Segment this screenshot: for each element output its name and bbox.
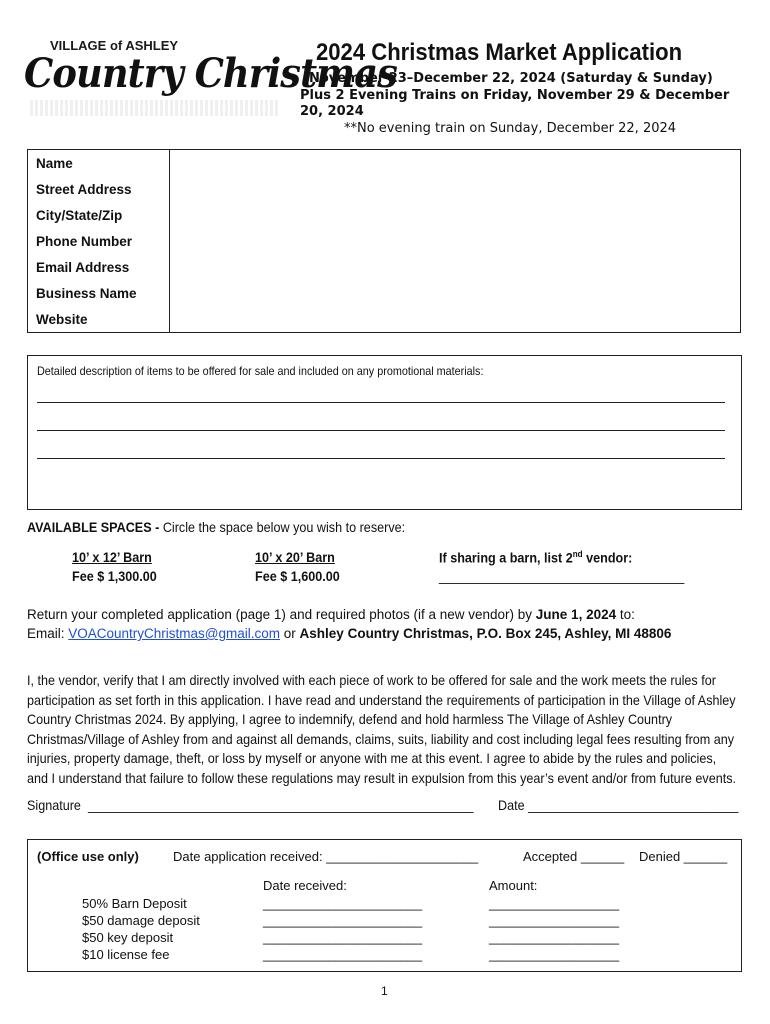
contact-row [28,280,741,306]
contact-field-label: City/State/Zip [28,202,170,228]
or-text: or [280,626,300,641]
contact-field-label: Name [28,150,170,177]
fee-item-date-blank[interactable]: ______________________ [263,930,423,945]
evening-trains: Plus 2 Evening Trains on Friday, November 29 & December 20, 2024 [300,88,730,119]
fee-item-date-blank[interactable]: ______________________ [263,913,423,928]
contact-field-input[interactable] [170,254,741,280]
fee-item-amount-blank[interactable]: __________________ [489,947,620,962]
email-link[interactable]: VOACountryChristmas@gmail.com [68,626,281,641]
accepted-field[interactable]: Accepted ______ [523,849,625,864]
fee-item-amount-blank[interactable]: __________________ [489,930,620,945]
signature-date-line[interactable] [498,797,738,813]
return-text: Return your completed application (page 1) and required photos (if a new vendor) by [27,607,536,622]
contact-field-label: Website [28,306,170,333]
available-spaces-instruction: Circle the space below you wish to reserve: [159,519,406,535]
fee-item-date-blank[interactable]: ______________________ [263,947,423,962]
contact-info-table [27,149,741,333]
date-application-label: Date application received: [173,849,323,864]
deadline: June 1, 2024 [535,607,617,622]
contact-field-label: Street Address [28,176,170,202]
country-christmas-logo [24,38,397,118]
page-title: 2024 Christmas Market Application [316,39,683,66]
contact-field-input[interactable] [170,176,741,202]
fee-item-label: $10 license fee [82,947,170,962]
description-line[interactable] [37,430,725,431]
event-dates: November 23–December 22, 2024 (Saturday & Sunday) [309,71,713,86]
contact-row [28,176,741,202]
logo-village-text: VILLAGE of ASHLEY [50,38,179,53]
space-option-small[interactable]: 10’ x 12’ Barn [72,549,152,565]
fee-item-label: $50 key deposit [82,930,174,945]
return-instructions [27,607,635,622]
contact-field-input[interactable] [170,202,741,228]
date-received-header: Date received: [263,878,347,893]
contact-field-input[interactable] [170,150,741,177]
contact-field-label: Email Address [28,254,170,280]
space-fee-small: Fee $ 1,300.00 [72,568,157,584]
space-option-large[interactable]: 10’ x 20’ Barn [255,549,335,565]
office-use-box [27,839,742,972]
contact-row [28,228,741,254]
email-label: Email: [27,626,69,641]
contact-row [28,306,741,333]
fee-item-amount-blank[interactable]: __________________ [489,896,620,911]
amount-header: Amount: [489,878,538,893]
fee-item-label: $50 damage deposit [82,913,200,928]
contact-row [28,150,741,177]
signature-blank[interactable]: _______________________________________________________ [87,797,474,813]
available-spaces-label: AVAILABLE SPACES - [27,519,160,535]
fee-item-label: 50% Barn Deposit [82,896,187,911]
sharing-barn-label [439,549,632,566]
signature-label: Signature [27,797,81,813]
sharing-barn-text: If sharing a barn, list 2 [439,549,573,566]
contact-field-input[interactable] [170,280,741,306]
logo-main-text: Country Christmas [24,50,397,97]
description-box[interactable] [27,355,742,510]
fee-item-date-blank[interactable]: ______________________ [263,896,423,911]
date-label: Date [498,797,525,813]
date-blank[interactable]: ______________________________ [528,797,739,813]
description-line[interactable] [37,458,725,459]
no-train-note: **No evening train on Sunday, December 22, 2024 [344,121,677,136]
contact-field-input[interactable] [170,306,741,333]
sharing-vendor-blank[interactable]: ___________________________________ [439,568,685,584]
contact-field-input[interactable] [170,228,741,254]
space-fee-large: Fee $ 1,600.00 [255,568,340,584]
contact-field-label: Phone Number [28,228,170,254]
sharing-barn-post: vendor: [582,549,633,566]
date-application-blank[interactable]: _____________________ [326,849,479,864]
mailing-address: Ashley Country Christmas, P.O. Box 245, Ashley, MI 48806 [299,626,672,641]
office-use-title: (Office use only) [37,849,139,864]
sharing-barn-sup: nd [572,549,583,559]
vendor-verification-text: I, the vendor, verify that I am directly involved with each piece of work to be offered for sale and the work meets the rules for participation as set forth in this application. I have read and understand the requirements of participation in the Village of Ashley Country Christmas 2024. By applying, I agree to indemnify, defend and hold harmless The Village of Ashley Country Christmas/Village of Ashley from and against all demands, claims, suits, liability and cost including legal fees resulting from any injuries, property damage, theft, or loss by myself or anyone with me at this event. I agree to abide by the rules and policies, and I understand that failure to follow these regulations may result in expulsion from this year’s event and/or from future events. [27,672,737,786]
signature-line[interactable] [27,797,473,813]
available-spaces-heading [27,519,405,535]
denied-field[interactable]: Denied ______ [639,849,728,864]
fee-item-amount-blank[interactable]: __________________ [489,913,620,928]
contact-field-label: Business Name [28,280,170,306]
return-contact [27,626,671,641]
return-to: to: [616,607,635,622]
logo-shadow [30,100,280,116]
contact-row [28,254,741,280]
page-number: 1 [381,984,388,998]
contact-row [28,202,741,228]
description-line[interactable] [37,402,725,403]
date-application-received [173,849,478,864]
description-label: Detailed description of items to be offered for sale and included on any promotional materials: [37,364,484,378]
